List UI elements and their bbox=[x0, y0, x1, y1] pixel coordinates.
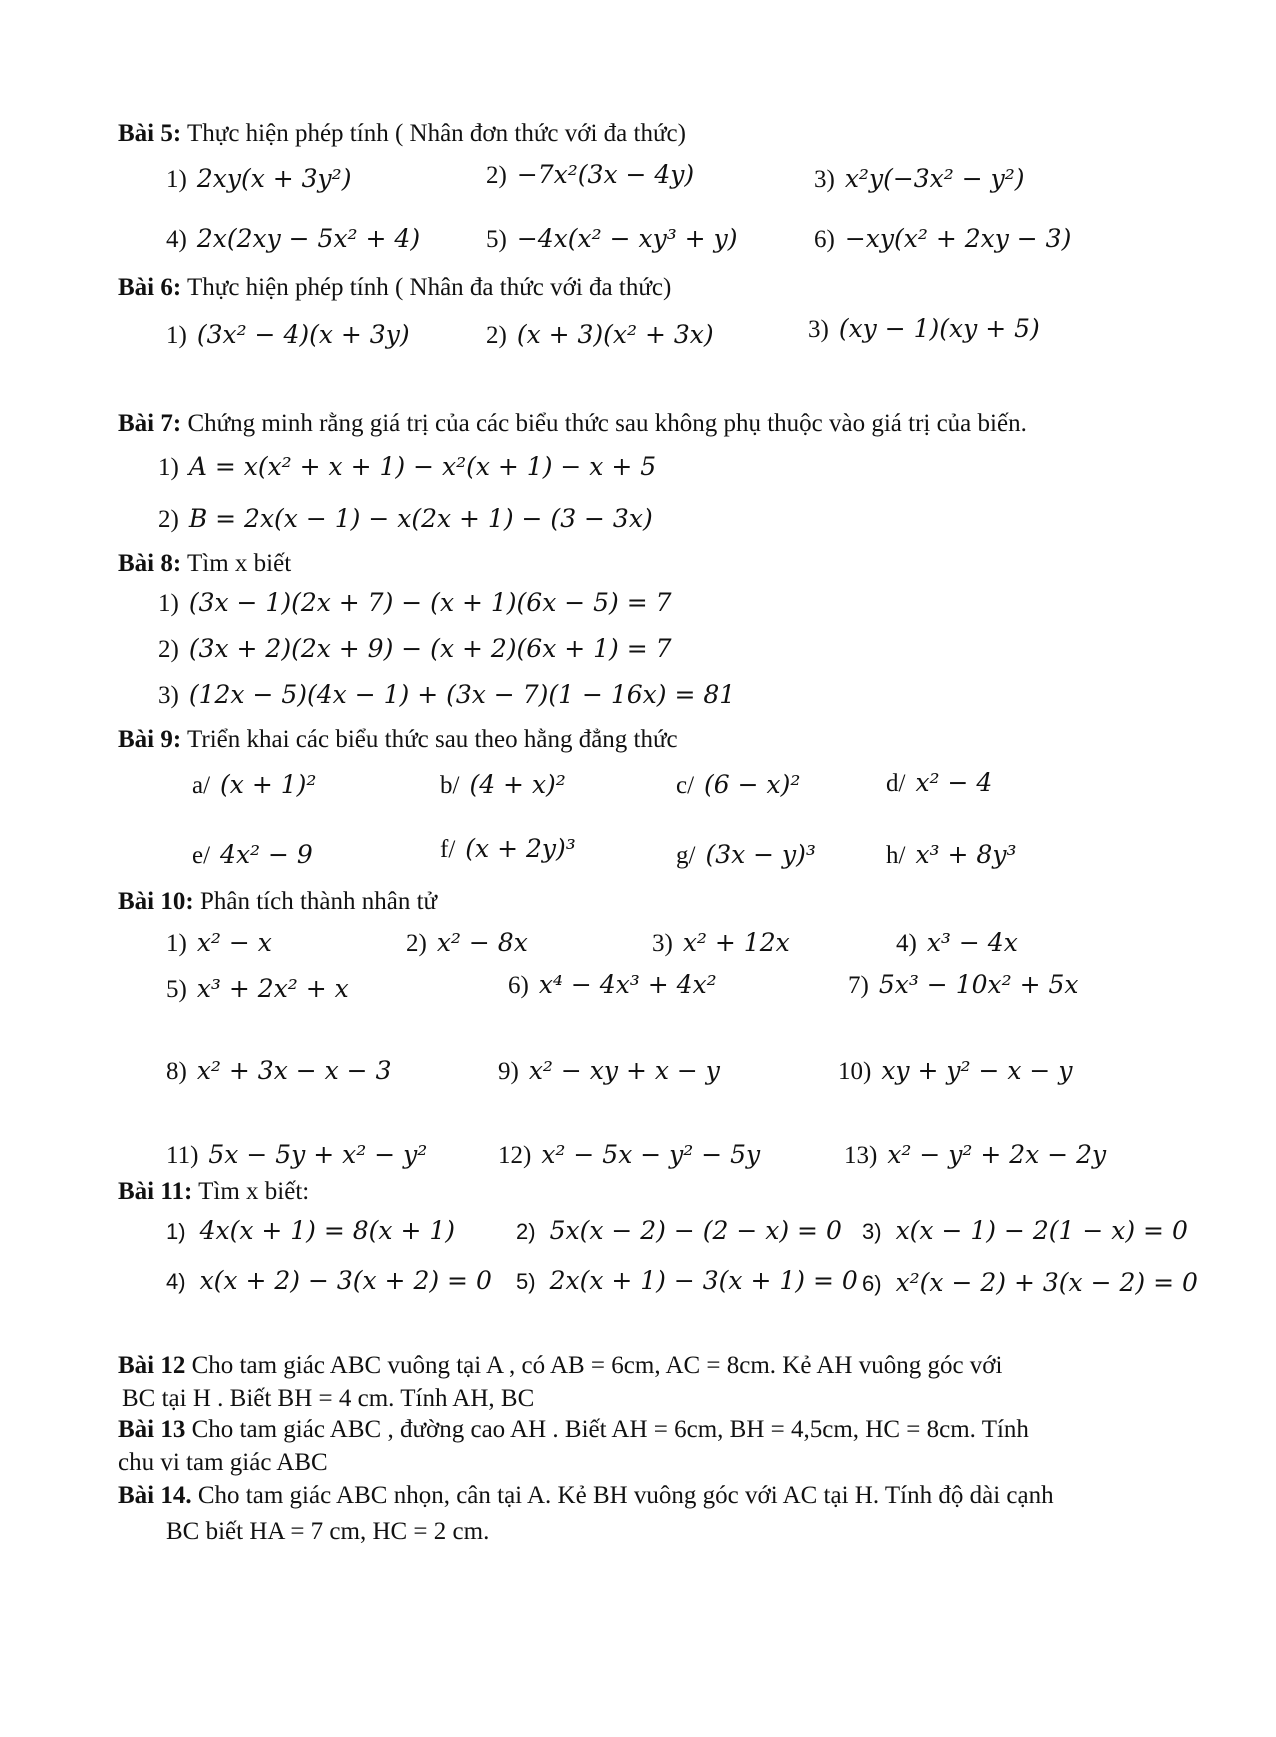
item-number: 11) bbox=[166, 1142, 199, 1169]
bai6-heading bbox=[118, 272, 671, 304]
item-expression: x² − 5x − y² − 5y bbox=[541, 1140, 761, 1169]
item-number: 4) bbox=[166, 226, 187, 253]
item-expression: −xy(x² + 2xy − 3) bbox=[844, 224, 1072, 253]
bai9-item-c bbox=[676, 768, 800, 803]
bai8-item-3 bbox=[158, 678, 735, 713]
bai13-title: Bài 13 bbox=[118, 1416, 186, 1443]
bai10-item-2 bbox=[406, 926, 528, 961]
bai11-item-2 bbox=[516, 1214, 842, 1249]
item-number: 6) bbox=[862, 1271, 882, 1296]
bai7-item-2 bbox=[158, 502, 653, 537]
item-expression: x²y(−3x² − y²) bbox=[844, 164, 1025, 193]
bai5-item-6 bbox=[814, 222, 1071, 257]
item-number: 12) bbox=[498, 1142, 532, 1169]
item-number: 3) bbox=[814, 166, 835, 193]
bai9-item-f bbox=[440, 832, 576, 867]
bai5-item-3 bbox=[814, 162, 1025, 197]
bai14-line-1 bbox=[118, 1480, 1054, 1512]
bai5-item-1 bbox=[166, 162, 351, 197]
item-expression: B = 2x(x − 1) − x(2x + 1) − (3 − 3x) bbox=[188, 504, 653, 533]
item-number: c/ bbox=[676, 772, 695, 799]
item-expression: 5x(x − 2) − (2 − x) = 0 bbox=[549, 1216, 842, 1245]
item-number: 2) bbox=[516, 1219, 536, 1244]
item-number: 4) bbox=[166, 1269, 186, 1294]
bai10-title: Bài 10: bbox=[118, 888, 194, 915]
item-expression: x² − xy + x − y bbox=[528, 1056, 720, 1085]
item-expression: (x + 1)² bbox=[220, 770, 317, 799]
item-expression: x³ + 8y³ bbox=[915, 840, 1017, 869]
bai9-heading bbox=[118, 724, 678, 756]
bai10-item-7 bbox=[848, 968, 1078, 1003]
item-expression: x² + 3x − x − 3 bbox=[196, 1056, 392, 1085]
item-number: f/ bbox=[440, 836, 456, 863]
item-number: 5) bbox=[486, 226, 507, 253]
bai10-item-9 bbox=[498, 1054, 720, 1089]
bai13-text: Cho tam giác ABC , đường cao AH . Biết AH = 6cm, BH = 4,5cm, HC = 8cm. Tính bbox=[185, 1416, 1029, 1443]
bai10-heading bbox=[118, 886, 437, 918]
bai14-line-2: BC biết HA = 7 cm, HC = 2 cm. bbox=[166, 1518, 490, 1545]
bai8-item-2 bbox=[158, 632, 672, 667]
item-number: 3) bbox=[862, 1219, 882, 1244]
item-number: 2) bbox=[486, 322, 507, 349]
item-number: 1) bbox=[158, 590, 179, 617]
item-expression: x³ + 2x² + x bbox=[196, 974, 349, 1003]
item-number: 1) bbox=[166, 930, 187, 957]
item-number: 1) bbox=[166, 322, 187, 349]
bai10-item-13 bbox=[844, 1138, 1106, 1173]
item-number: 3) bbox=[808, 316, 829, 343]
item-number: 10) bbox=[838, 1058, 872, 1085]
bai14-text: Cho tam giác ABC nhọn, cân tại A. Kẻ BH vuông góc với AC tại H. Tính độ dài cạnh bbox=[191, 1482, 1054, 1509]
bai9-item-a bbox=[192, 768, 316, 803]
bai10-item-1 bbox=[166, 926, 272, 961]
bai6-title: Bài 6: bbox=[118, 274, 182, 301]
item-expression: (xy − 1)(xy + 5) bbox=[838, 314, 1040, 343]
item-number: 1) bbox=[158, 454, 179, 481]
item-number: 8) bbox=[166, 1058, 187, 1085]
bai10-item-10 bbox=[838, 1054, 1072, 1089]
bai5-title: Bài 5: bbox=[118, 120, 182, 147]
bai12-line-2: BC tại H . Biết BH = 4 cm. Tính AH, BC bbox=[122, 1385, 535, 1412]
item-number: 7) bbox=[848, 972, 869, 999]
bai5-heading bbox=[118, 118, 686, 150]
bai6-text: Thực hiện phép tính ( Nhân đa thức với đa thức) bbox=[181, 274, 672, 301]
bai6-item-3 bbox=[808, 312, 1040, 347]
item-number: 2) bbox=[406, 930, 427, 957]
bai9-item-e bbox=[192, 838, 313, 873]
item-expression: x²(x − 2) + 3(x − 2) = 0 bbox=[895, 1268, 1198, 1297]
bai11-item-5 bbox=[516, 1264, 858, 1299]
item-expression: x(x + 2) − 3(x + 2) = 0 bbox=[199, 1266, 492, 1295]
bai7-title: Bài 7: bbox=[118, 410, 182, 437]
bai7-text: Chứng minh rằng giá trị của các biểu thức sau không phụ thuộc vào giá trị của biến. bbox=[181, 410, 1027, 437]
bai10-item-8 bbox=[166, 1054, 391, 1089]
bai7-heading bbox=[118, 408, 1027, 440]
bai13-line-1 bbox=[118, 1414, 1029, 1446]
item-expression: 2x(x + 1) − 3(x + 1) = 0 bbox=[549, 1266, 858, 1295]
bai11-heading bbox=[118, 1176, 309, 1208]
item-expression: 2xy(x + 3y²) bbox=[196, 164, 352, 193]
item-expression: (4 + x)² bbox=[469, 770, 566, 799]
bai8-item-1 bbox=[158, 586, 672, 621]
item-number: 1) bbox=[166, 1219, 186, 1244]
bai9-item-b bbox=[440, 768, 566, 803]
bai8-text: Tìm x biết bbox=[181, 550, 292, 577]
item-number: 4) bbox=[896, 930, 917, 957]
item-number: h/ bbox=[886, 842, 906, 869]
bai6-item-2 bbox=[486, 318, 714, 353]
bai6-item-1 bbox=[166, 318, 410, 353]
item-number: 13) bbox=[844, 1142, 878, 1169]
bai8-heading bbox=[118, 548, 291, 580]
item-expression: x(x − 1) − 2(1 − x) = 0 bbox=[895, 1216, 1188, 1245]
item-expression: 2x(2xy − 5x² + 4) bbox=[196, 224, 421, 253]
item-expression: xy + y² − x − y bbox=[881, 1056, 1073, 1085]
bai11-item-1 bbox=[166, 1214, 455, 1249]
bai14-title: Bài 14. bbox=[118, 1482, 192, 1509]
item-expression: x² − 8x bbox=[436, 928, 528, 957]
bai13-line-2: chu vi tam giác ABC bbox=[118, 1449, 328, 1476]
item-expression: 5x³ − 10x² + 5x bbox=[878, 970, 1079, 999]
item-expression: (3x + 2)(2x + 9) − (x + 2)(6x + 1) = 7 bbox=[188, 634, 672, 663]
item-number: 5) bbox=[166, 976, 187, 1003]
bai5-text: Thực hiện phép tính ( Nhân đơn thức với đa thức) bbox=[181, 120, 686, 147]
bai10-item-3 bbox=[652, 926, 790, 961]
item-number: e/ bbox=[192, 842, 211, 869]
bai12-line-1 bbox=[118, 1350, 1002, 1382]
bai10-item-5 bbox=[166, 972, 349, 1007]
item-expression: x² − 4 bbox=[915, 768, 993, 797]
item-number: 3) bbox=[158, 682, 179, 709]
item-expression: (12x − 5)(4x − 1) + (3x − 7)(1 − 16x) = 81 bbox=[188, 680, 736, 709]
item-expression: (3x − y)³ bbox=[705, 840, 816, 869]
item-expression: x² − y² + 2x − 2y bbox=[887, 1140, 1107, 1169]
item-expression: 5x − 5y + x² − y² bbox=[208, 1140, 428, 1169]
item-expression: (3x² − 4)(x + 3y) bbox=[196, 320, 410, 349]
item-number: 1) bbox=[166, 166, 187, 193]
bai9-text: Triển khai các biểu thức sau theo hằng đẳng thức bbox=[181, 726, 678, 753]
item-number: 2) bbox=[158, 636, 179, 663]
bai5-item-2 bbox=[486, 158, 694, 193]
bai10-item-6 bbox=[508, 968, 717, 1003]
item-expression: (6 − x)² bbox=[704, 770, 801, 799]
bai8-title: Bài 8: bbox=[118, 550, 182, 577]
bai12-text: Cho tam giác ABC vuông tại A , có AB = 6cm, AC = 8cm. Kẻ AH vuông góc với bbox=[185, 1352, 1003, 1379]
item-number: g/ bbox=[676, 842, 696, 869]
bai10-item-12 bbox=[498, 1138, 760, 1173]
bai11-item-6 bbox=[862, 1266, 1198, 1301]
bai12-title: Bài 12 bbox=[118, 1352, 186, 1379]
item-expression: −4x(x² − xy³ + y) bbox=[516, 224, 738, 253]
item-expression: 4x² − 9 bbox=[220, 840, 313, 869]
bai10-item-11 bbox=[166, 1138, 427, 1173]
item-number: 2) bbox=[158, 506, 179, 533]
item-number: 5) bbox=[516, 1269, 536, 1294]
item-expression: (x + 3)(x² + 3x) bbox=[516, 320, 714, 349]
item-expression: A = x(x² + x + 1) − x²(x + 1) − x + 5 bbox=[188, 452, 657, 481]
item-number: 6) bbox=[508, 972, 529, 999]
bai5-item-4 bbox=[166, 222, 420, 257]
bai11-text: Tìm x biết: bbox=[192, 1178, 310, 1205]
item-number: 9) bbox=[498, 1058, 519, 1085]
item-expression: x⁴ − 4x³ + 4x² bbox=[538, 970, 717, 999]
bai9-item-h bbox=[886, 838, 1016, 873]
item-expression: −7x²(3x − 4y) bbox=[516, 160, 695, 189]
item-number: b/ bbox=[440, 772, 460, 799]
bai11-title: Bài 11: bbox=[118, 1178, 193, 1205]
item-number: a/ bbox=[192, 772, 211, 799]
item-number: 2) bbox=[486, 162, 507, 189]
item-number: d/ bbox=[886, 770, 906, 797]
bai11-item-4 bbox=[166, 1264, 492, 1299]
item-number: 3) bbox=[652, 930, 673, 957]
bai7-item-1 bbox=[158, 450, 656, 485]
item-number: 6) bbox=[814, 226, 835, 253]
item-expression: x² + 12x bbox=[682, 928, 790, 957]
item-expression: 4x(x + 1) = 8(x + 1) bbox=[199, 1216, 456, 1245]
bai11-item-3 bbox=[862, 1214, 1188, 1249]
bai10-text: Phân tích thành nhân tử bbox=[193, 888, 438, 915]
item-expression: (x + 2y)³ bbox=[465, 834, 576, 863]
bai5-item-5 bbox=[486, 222, 737, 257]
bai10-item-4 bbox=[896, 926, 1018, 961]
bai9-item-d bbox=[886, 766, 992, 801]
bai9-item-g bbox=[676, 838, 816, 873]
item-expression: (3x − 1)(2x + 7) − (x + 1)(6x − 5) = 7 bbox=[188, 588, 672, 617]
bai9-title: Bài 9: bbox=[118, 726, 182, 753]
item-expression: x³ − 4x bbox=[926, 928, 1018, 957]
item-expression: x² − x bbox=[196, 928, 272, 957]
